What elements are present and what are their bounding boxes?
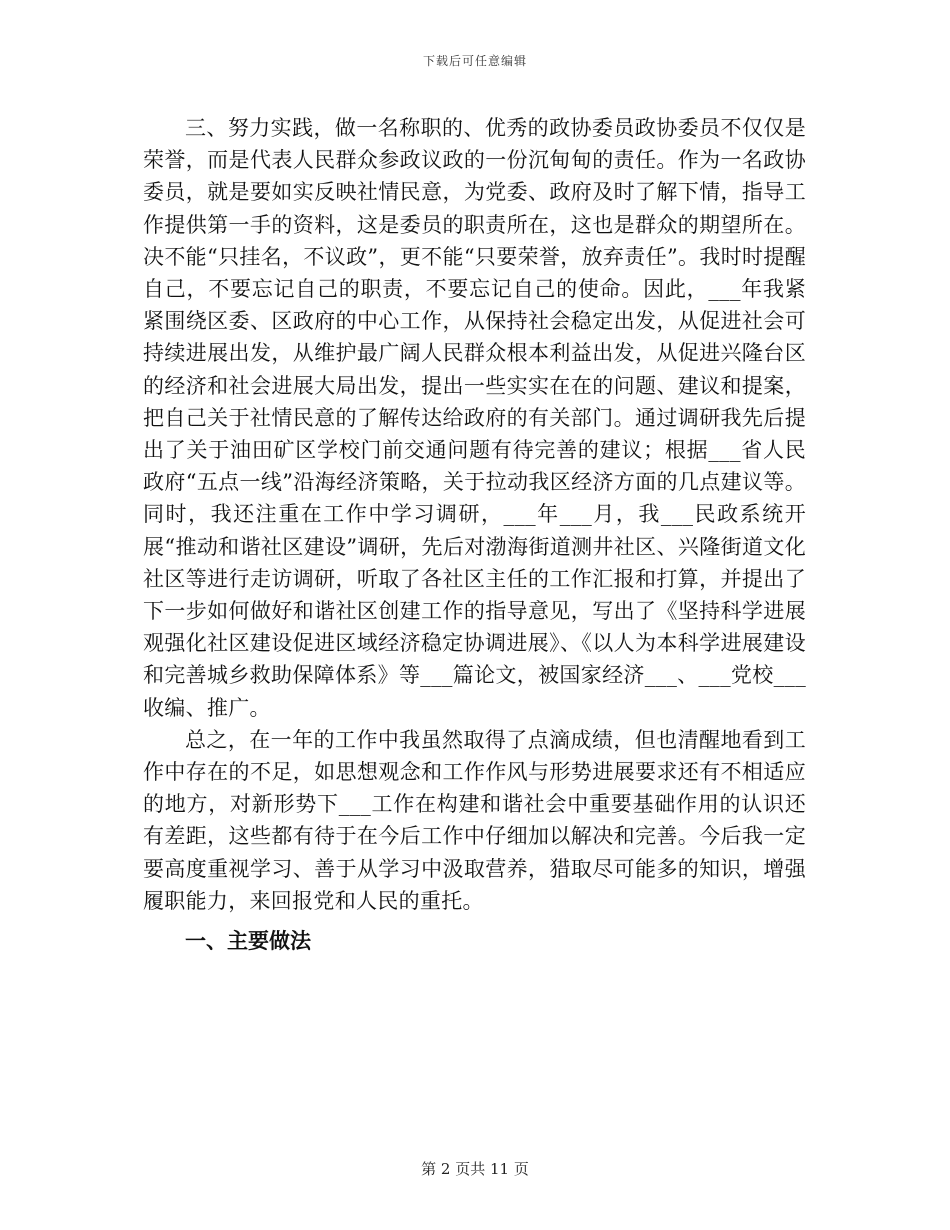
document-body (143, 112, 806, 957)
paragraph-summary: 总之，在一年的工作中我虽然取得了点滴成绩，但也清醒地看到工作中存在的不足，如思想观念和工作作风与形势进展要求还有不相适应的地方，对新形势下___工作在构建和谐社会中重要基础作用的认识还有差距，这些都有待于在今后工作中仔细加以解决和完善。今后我一定要高度重视学习、善于从学习中汲取营养，猎取尽可能多的知识，增强履职能力，来回报党和人民的重托。 (143, 727, 806, 913)
page-number: 第 2 页共 11 页 (421, 1160, 529, 1178)
section-heading: 一、主要做法 (185, 929, 311, 954)
page-header-note: 下载后可任意编辑 (422, 54, 527, 68)
paragraph-section-three: 三、努力实践，做一名称职的、优秀的政协委员政协委员不仅仅是荣誉，而是代表人民群众参政议政的一份沉甸甸的责任。作为一名政协委员，就是要如实反映社情民意，为党委、政府及时了解下情，指导工作提供第一手的资料，这是委员的职责所在，这也是群众的期望所在。决不能“只挂名，不议政”，更不能“只要荣誉，放弃责任”。我时时提醒自己，不要忘记自己的职责，不要忘记自己的使命。因此，___年我紧紧围绕区委、区政府的中心工作，从保持社会稳定出发，从促进社会可持续进展出发，从维护最广阔人民群众根本利益出发，从促进兴隆台区的经济和社会进展大局出发，提出一些实实在在的问题、建议和提案，把自己关于社情民意的了解传达给政府的有关部门。通过调研我先后提出了关于油田矿区学校门前交通问题有待完善的建议；根据___省人民政府“五点一线”沿海经济策略，关于拉动我区经济方面的几点建议等。同时，我还注重在工作中学习调研，___年___月，我___民政系统开展“推动和谐社区建设”调研，先后对渤海街道测井社区、兴隆街道文化社区等进行走访调研，听取了各社区主任的工作汇报和打算，并提出了下一步如何做好和谐社区创建工作的指导意见，写出了《坚持科学进展观强化社区建设促进区域经济稳定协调进展》、《以人为本科学进展建设和完善城乡救助保障体系》等___篇论文，被国家经济___、___党校___收编、推广。 (143, 116, 806, 720)
